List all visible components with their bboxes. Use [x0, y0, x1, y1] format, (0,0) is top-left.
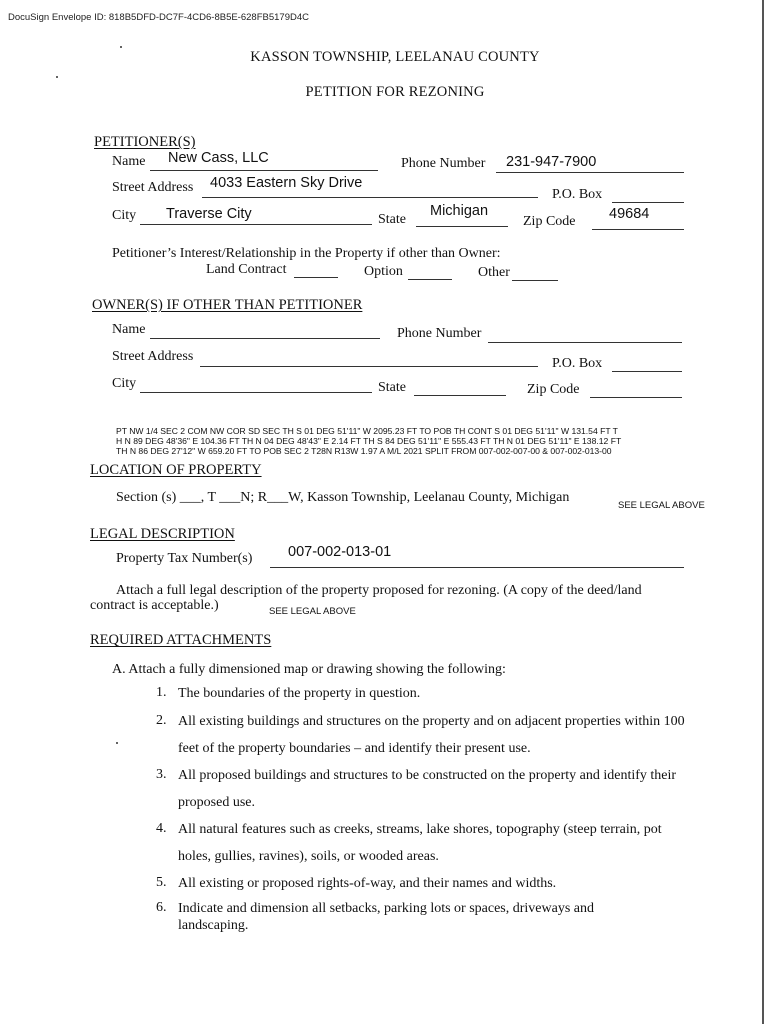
- petitioner-street-value[interactable]: 4033 Eastern Sky Drive: [210, 175, 363, 191]
- list-item: All existing or proposed rights-of-way, and their names and widths.: [178, 876, 557, 891]
- petitioner-phone-value[interactable]: 231-947-7900: [506, 154, 597, 170]
- docusign-envelope-id: DocuSign Envelope ID: 818B5DFD-DC7F-4CD6-8B5E-628FB5179D4C: [8, 12, 309, 23]
- owner-city-label: City: [112, 376, 137, 391]
- legal-attach-line1: Attach a full legal description of the property proposed for rezoning. (A copy of the deed/land: [116, 583, 642, 598]
- option-label: Option: [364, 264, 403, 279]
- petitioner-phone-label: Phone Number: [401, 156, 486, 171]
- owner-state-line: [414, 395, 506, 396]
- location-see-legal-note: SEE LEGAL ABOVE: [618, 500, 705, 511]
- owner-state-label: State: [378, 380, 406, 395]
- petitioner-pobox-label: P.O. Box: [552, 187, 603, 202]
- owner-name-line: [150, 338, 380, 339]
- owner-street-line: [200, 366, 538, 367]
- property-tax-number-value[interactable]: 007-002-013-01: [288, 544, 392, 560]
- list-item: The boundaries of the property in question.: [178, 686, 421, 701]
- list-item-number: 4.: [156, 821, 167, 836]
- owner-phone-line: [488, 342, 682, 343]
- owner-pobox-label: P.O. Box: [552, 356, 603, 371]
- petitioner-city-label: City: [112, 208, 137, 223]
- interest-relationship-label: Petitioner’s Interest/Relationship in the Property if other than Owner:: [112, 246, 501, 261]
- petitioner-zip-line: [592, 229, 684, 230]
- document-title: KASSON TOWNSHIP, LEELANAU COUNTY: [250, 49, 540, 65]
- petitioner-street-line: [202, 197, 538, 198]
- petitioner-name-line: [150, 170, 378, 171]
- list-item-number: 3.: [156, 767, 167, 782]
- list-item-number: 6.: [156, 900, 167, 915]
- other-label: Other: [478, 265, 510, 280]
- option-line: [408, 279, 452, 280]
- list-item: All existing buildings and structures on the property and on adjacent properties within 100 feet of the property boundaries – and identify their present use.: [178, 714, 685, 756]
- owner-pobox-line: [612, 371, 682, 372]
- document-subtitle: PETITION FOR REZONING: [305, 84, 485, 100]
- petitioner-name-value[interactable]: New Cass, LLC: [168, 150, 269, 166]
- list-item: Indicate and dimension all setbacks, parking lots or spaces, driveways and landscaping.: [178, 901, 594, 933]
- petitioner-heading: PETITIONER(S): [94, 134, 196, 150]
- petitioner-zip-label: Zip Code: [523, 214, 576, 229]
- petitioner-city-line: [140, 224, 372, 225]
- petitioner-state-value[interactable]: Michigan: [430, 203, 489, 219]
- other-line: [512, 280, 558, 281]
- legal-see-legal-note: SEE LEGAL ABOVE: [269, 606, 356, 617]
- required-attachments-heading: REQUIRED ATTACHMENTS: [90, 632, 272, 648]
- list-item-number: 1.: [156, 685, 167, 700]
- petitioner-pobox-line: [612, 202, 684, 203]
- land-contract-line: [294, 277, 338, 278]
- location-section-text: Section (s) ___, T ___N; R___W, Kasson Township, Leelanau County, Michigan: [116, 490, 570, 505]
- petitioner-name-label: Name: [112, 154, 146, 169]
- list-item-number: 5.: [156, 875, 167, 890]
- page-edge-border: [762, 0, 764, 1024]
- owner-zip-label: Zip Code: [527, 382, 580, 397]
- owner-phone-label: Phone Number: [397, 326, 482, 341]
- legal-line: TH N 86 DEG 27'12" W 659.20 FT TO POB SEC 2 T28N R13W 1.97 A M/L 2021 SPLIT FROM 007-002-007-00 & 007-002-013-00: [116, 446, 612, 456]
- legal-attach-line2: contract is acceptable.): [90, 598, 219, 613]
- attachment-a-text: A. Attach a fully dimensioned map or drawing showing the following:: [112, 662, 506, 677]
- speck: [120, 46, 122, 48]
- owner-name-label: Name: [112, 322, 146, 337]
- list-item: All proposed buildings and structures to be constructed on the property and identify their proposed use.: [178, 768, 677, 810]
- petitioner-zip-value[interactable]: 49684: [609, 206, 650, 222]
- property-tax-number-line: [270, 567, 684, 568]
- typed-legal-description: [116, 426, 716, 456]
- petitioner-state-label: State: [378, 212, 406, 227]
- owner-heading: OWNER(S) IF OTHER THAN PETITIONER: [92, 297, 363, 313]
- petitioner-phone-line: [496, 172, 684, 173]
- owner-city-line: [140, 392, 372, 393]
- property-tax-number-label: Property Tax Number(s): [116, 551, 253, 566]
- location-heading: LOCATION OF PROPERTY: [90, 462, 262, 478]
- petitioner-street-label: Street Address: [112, 180, 194, 195]
- legal-line: H N 89 DEG 48'36" E 104.36 FT TH N 04 DEG 48'43" E 2.14 FT TH S 84 DEG 51'11" E 555.43 FT TH N 01 DEG 51'11" E 138.12 FT: [116, 436, 622, 446]
- list-item-number: 2.: [156, 713, 167, 728]
- list-item: All natural features such as creeks, streams, lake shores, topography (steep terrain, pot holes, gullies, ravines), soils, or wooded areas.: [178, 822, 662, 864]
- petitioner-state-line: [416, 226, 508, 227]
- petitioner-city-value[interactable]: Traverse City: [166, 206, 252, 222]
- owner-zip-line: [590, 397, 682, 398]
- speck: [116, 742, 118, 744]
- land-contract-label: Land Contract: [206, 262, 287, 277]
- legal-description-heading: LEGAL DESCRIPTION: [90, 526, 235, 542]
- owner-street-label: Street Address: [112, 349, 194, 364]
- speck: [56, 76, 58, 78]
- legal-line: PT NW 1/4 SEC 2 COM NW COR SD SEC TH S 01 DEG 51'11" W 2095.23 FT TO POB TH CONT S 01 DEG 51'11" W 131.54 FT T: [116, 426, 618, 436]
